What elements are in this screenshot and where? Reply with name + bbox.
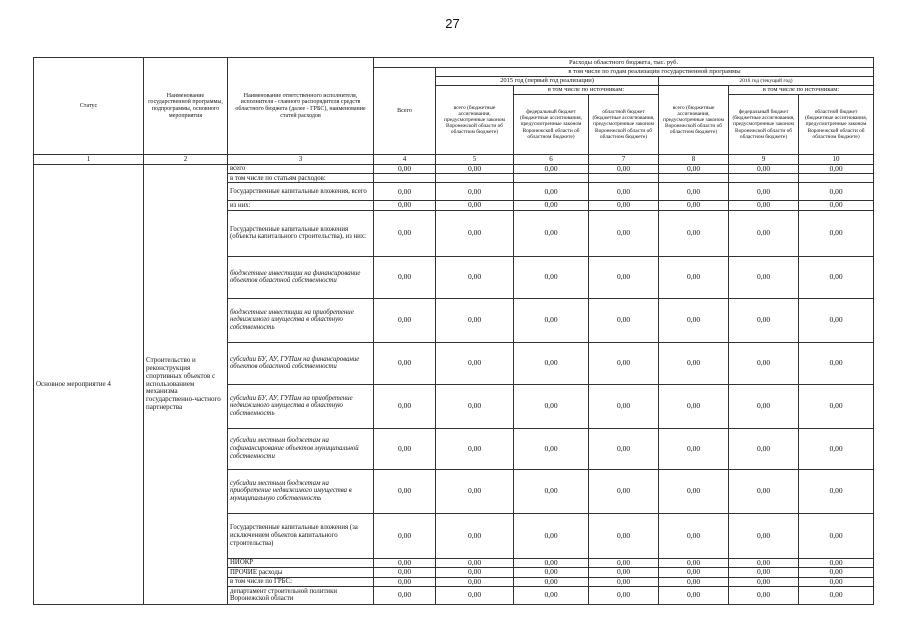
value-cell: 0,00: [514, 256, 589, 298]
expense-item-label: в том числе по статьям расходов:: [228, 174, 374, 183]
value-cell: 0,00: [514, 558, 589, 567]
value-cell: 0,00: [799, 183, 874, 201]
value-cell: 0,00: [799, 513, 874, 558]
value-cell: 0,00: [374, 183, 436, 201]
status-cell: Основное мероприятие 4: [34, 165, 144, 605]
value-cell: 0,00: [436, 165, 514, 174]
expense-item-label: НИОКР: [228, 558, 374, 567]
value-cell: 0,00: [729, 558, 799, 567]
value-cell: 0,00: [659, 298, 729, 342]
value-cell: 0,00: [799, 210, 874, 256]
value-cell: 0,00: [659, 165, 729, 174]
value-cell: 0,00: [514, 342, 589, 384]
value-cell: 0,00: [514, 298, 589, 342]
expense-item-label: субсидии БУ, АУ, ГУПам на финансирование объектов областной собственности: [228, 342, 374, 384]
value-cell: 0,00: [729, 298, 799, 342]
value-cell: 0,00: [374, 513, 436, 558]
value-cell: 0,00: [589, 256, 659, 298]
expense-item-label: бюджетные инвестиции на финансирование объектов областной собственности: [228, 256, 374, 298]
value-cell: 0,00: [436, 558, 514, 567]
expense-item-label: в том числе по ГРБС:: [228, 577, 374, 586]
header-including-sources: в том числе по источникам:: [514, 86, 659, 95]
value-cell: 0,00: [589, 568, 659, 577]
value-cell: 0,00: [514, 513, 589, 558]
value-cell: [374, 174, 436, 183]
column-number: 5: [436, 155, 514, 165]
column-number: 4: [374, 155, 436, 165]
value-cell: 0,00: [374, 210, 436, 256]
header-including-sources-2016: в том числе по источникам:: [729, 86, 874, 95]
header-by-years: в том числе по годам реализации государственной программы: [436, 68, 874, 77]
value-cell: 0,00: [589, 210, 659, 256]
value-cell: 0,00: [374, 342, 436, 384]
header-total: Всего: [374, 68, 436, 155]
value-cell: [589, 174, 659, 183]
table-row: [34, 165, 874, 174]
value-cell: 0,00: [514, 428, 589, 469]
value-cell: 0,00: [659, 384, 729, 428]
budget-table: [33, 57, 874, 605]
value-cell: 0,00: [589, 201, 659, 210]
value-cell: 0,00: [659, 210, 729, 256]
value-cell: 0,00: [514, 201, 589, 210]
expense-item-label: субсидии местным бюджетам на приобретение недвижимого имущества в муниципальную собственность: [228, 469, 374, 513]
value-cell: 0,00: [374, 586, 436, 604]
value-cell: 0,00: [514, 183, 589, 201]
value-cell: 0,00: [659, 183, 729, 201]
value-cell: 0,00: [659, 469, 729, 513]
value-cell: 0,00: [514, 210, 589, 256]
value-cell: 0,00: [799, 469, 874, 513]
column-number: 1: [34, 155, 144, 165]
value-cell: 0,00: [374, 558, 436, 567]
value-cell: 0,00: [799, 558, 874, 567]
value-cell: 0,00: [799, 568, 874, 577]
header-col-federal-2016: федеральный бюджет (бюджетные ассигнования, предусмотренные законом Воронежской области об областном бюджете): [729, 95, 799, 155]
value-cell: 0,00: [436, 298, 514, 342]
expense-item-label: Государственные капитальные вложения, всего: [228, 183, 374, 201]
header-col-regional-2016: областной бюджет (бюджетные ассигнования, предусмотренные законом Воронежской области об областном бюджете): [799, 95, 874, 155]
value-cell: 0,00: [659, 558, 729, 567]
header-program: Наименование государственной программы, подпрограммы, основного мероприятия: [144, 58, 228, 155]
value-cell: 0,00: [799, 577, 874, 586]
value-cell: 0,00: [514, 568, 589, 577]
value-cell: 0,00: [659, 586, 729, 604]
value-cell: 0,00: [799, 428, 874, 469]
value-cell: 0,00: [659, 201, 729, 210]
value-cell: 0,00: [436, 586, 514, 604]
value-cell: 0,00: [374, 384, 436, 428]
value-cell: 0,00: [729, 256, 799, 298]
column-number: 7: [589, 155, 659, 165]
value-cell: 0,00: [729, 586, 799, 604]
value-cell: 0,00: [589, 298, 659, 342]
header-status: Статус: [34, 58, 144, 155]
value-cell: 0,00: [729, 342, 799, 384]
value-cell: 0,00: [374, 298, 436, 342]
page-number: 27: [445, 16, 460, 31]
value-cell: 0,00: [659, 342, 729, 384]
value-cell: 0,00: [514, 577, 589, 586]
value-cell: 0,00: [436, 342, 514, 384]
value-cell: 0,00: [729, 568, 799, 577]
value-cell: 0,00: [436, 256, 514, 298]
value-cell: 0,00: [729, 513, 799, 558]
value-cell: 0,00: [729, 428, 799, 469]
value-cell: 0,00: [436, 469, 514, 513]
header-col-total-appr: всего (бюджетные ассигнования, предусмотренные законом Воронежской области об областном бюджете): [436, 86, 514, 155]
value-cell: [799, 174, 874, 183]
value-cell: 0,00: [799, 384, 874, 428]
program-cell: Строительство и реконструкция спортивных объектов с использованием механизма государственно-частного партнерства: [144, 165, 228, 605]
value-cell: 0,00: [436, 384, 514, 428]
value-cell: 0,00: [799, 342, 874, 384]
value-cell: 0,00: [799, 165, 874, 174]
value-cell: 0,00: [589, 513, 659, 558]
value-cell: 0,00: [589, 469, 659, 513]
header-year-2015: 2015 год (первый год реализации): [436, 77, 659, 86]
column-number: 3: [228, 155, 374, 165]
expense-item-label: ПРОЧИЕ расходы: [228, 568, 374, 577]
value-cell: 0,00: [659, 577, 729, 586]
value-cell: [514, 174, 589, 183]
header-expenses: Расходы областного бюджета, тыс. руб.: [374, 58, 874, 68]
value-cell: 0,00: [514, 384, 589, 428]
value-cell: 0,00: [374, 165, 436, 174]
value-cell: 0,00: [436, 201, 514, 210]
expense-item-label: Государственные капитальные вложения (объекты капитального строительства), из них:: [228, 210, 374, 256]
value-cell: 0,00: [799, 586, 874, 604]
column-number: 8: [659, 155, 729, 165]
value-cell: 0,00: [374, 469, 436, 513]
header-year-2016: 2016 год (текущий год): [659, 77, 874, 86]
value-cell: 0,00: [436, 210, 514, 256]
value-cell: 0,00: [374, 577, 436, 586]
value-cell: 0,00: [729, 577, 799, 586]
value-cell: 0,00: [374, 201, 436, 210]
column-number: 9: [729, 155, 799, 165]
value-cell: 0,00: [799, 201, 874, 210]
value-cell: 0,00: [589, 165, 659, 174]
expense-item-label: департамент строительной политики Воронежской области: [228, 586, 374, 604]
header-col-total-appr-2016: всего (бюджетные ассигнования, предусмотренные законом Воронежской области об областном бюджете): [659, 86, 729, 155]
value-cell: 0,00: [436, 428, 514, 469]
value-cell: 0,00: [589, 586, 659, 604]
expense-item-label: субсидии БУ, АУ, ГУПам на приобретение недвижимого имущества в областную собственность: [228, 384, 374, 428]
value-cell: 0,00: [659, 513, 729, 558]
value-cell: 0,00: [436, 513, 514, 558]
value-cell: 0,00: [514, 586, 589, 604]
value-cell: 0,00: [436, 183, 514, 201]
value-cell: 0,00: [729, 183, 799, 201]
value-cell: 0,00: [799, 298, 874, 342]
value-cell: 0,00: [589, 183, 659, 201]
value-cell: 0,00: [729, 201, 799, 210]
value-cell: 0,00: [729, 210, 799, 256]
value-cell: 0,00: [589, 342, 659, 384]
value-cell: 0,00: [589, 428, 659, 469]
value-cell: 0,00: [589, 577, 659, 586]
value-cell: [659, 174, 729, 183]
header-col-regional: областной бюджет (бюджетные ассигнования, предусмотренные законом Воронежской области об областном бюджете): [589, 95, 659, 155]
expense-item-label: Государственные капитальные вложения (за исключением объектов капитального строительства): [228, 513, 374, 558]
column-number: 6: [514, 155, 589, 165]
value-cell: [729, 174, 799, 183]
value-cell: 0,00: [659, 256, 729, 298]
value-cell: 0,00: [589, 384, 659, 428]
expense-item-label: бюджетные инвестиции на приобретение недвижимого имущества в областную собственность: [228, 298, 374, 342]
value-cell: 0,00: [729, 165, 799, 174]
header-col-federal: федеральный бюджет (бюджетные ассигнования, предусмотренные законом Воронежской области об областном бюджете): [514, 95, 589, 155]
value-cell: 0,00: [729, 384, 799, 428]
value-cell: 0,00: [374, 428, 436, 469]
value-cell: 0,00: [374, 256, 436, 298]
value-cell: 0,00: [374, 568, 436, 577]
value-cell: 0,00: [514, 165, 589, 174]
expense-item-label: субсидии местным бюджетам на софинансирование объектов муниципальной собственности: [228, 428, 374, 469]
value-cell: 0,00: [436, 577, 514, 586]
value-cell: 0,00: [659, 568, 729, 577]
header-executor: Наименование ответственного исполнителя, исполнителя - главного распорядителя средств областного бюджета (далее - ГРБС), наименование статей расходов: [228, 58, 374, 155]
value-cell: 0,00: [436, 568, 514, 577]
column-number: 2: [144, 155, 228, 165]
value-cell: 0,00: [589, 558, 659, 567]
value-cell: 0,00: [514, 469, 589, 513]
value-cell: 0,00: [729, 469, 799, 513]
column-number-row: [34, 155, 874, 165]
column-number: 10: [799, 155, 874, 165]
value-cell: 0,00: [799, 256, 874, 298]
expense-item-label: из них:: [228, 201, 374, 210]
value-cell: [436, 174, 514, 183]
expense-item-label: всего: [228, 165, 374, 174]
value-cell: 0,00: [659, 428, 729, 469]
